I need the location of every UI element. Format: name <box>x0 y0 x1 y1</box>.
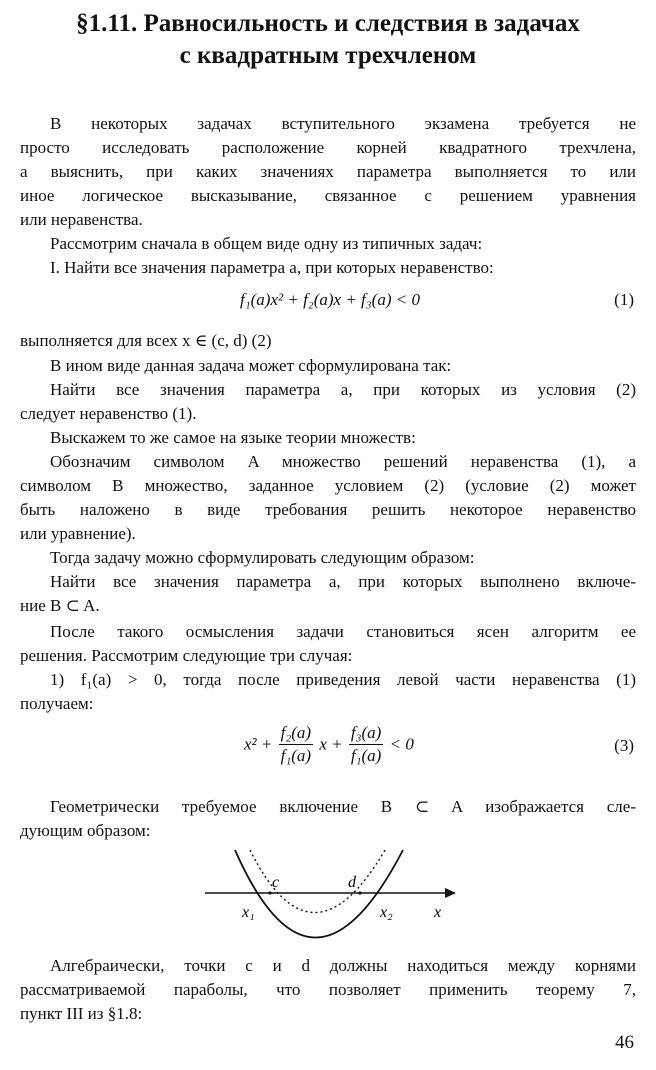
intro-line-5: или неравенства. <box>20 210 143 229</box>
intro-line-3: а выяснить, при каких значениях параметра выполняется то или <box>20 162 636 181</box>
geometric-line-2: дующим образом: <box>20 821 151 840</box>
label-d: d <box>348 874 356 891</box>
after-line-2: решения. Рассмотрим следующие три случая: <box>20 646 353 665</box>
parabola-figure <box>200 845 460 945</box>
eq3-frac2-denominator: f₁(a) <box>350 746 382 765</box>
eq3-lead: x² + <box>244 734 273 754</box>
dotted-parabola-curve <box>250 850 385 913</box>
algebraic-line-1: Алгебраически, точки c и d должны находиться между корнями <box>50 956 636 975</box>
notation-line-3: быть наложено в виде требования решить некоторое неравенство <box>20 500 636 519</box>
intro-line-2: просто исследовать расположение корней квадратного трехчлена, <box>20 138 636 157</box>
point-d-marker <box>358 891 361 894</box>
section-title <box>20 8 636 72</box>
eq3-tail: < 0 <box>389 734 414 754</box>
algebraic-line-2: рассматриваемой параболы, что позволяет применить теорему 7, <box>20 980 636 999</box>
point-c-marker <box>268 891 271 894</box>
find-inclusion-line-2: ние B ⊂ A. <box>20 596 100 615</box>
algebraic-line-3: пункт III из §1.8: <box>20 1004 143 1023</box>
task-2-line-2: следует неравенство (1). <box>20 404 197 423</box>
task-2-line-1: Найти все значения параметра a, при которых из условия (2) <box>50 380 636 399</box>
label-x2: x₂ <box>380 904 393 921</box>
eq3-middle: x + <box>319 734 343 754</box>
notation-line-4: или уравнение). <box>20 524 136 543</box>
find-inclusion-line-1: Найти все значения параметра a, при которых выполнено включе- <box>50 572 636 591</box>
x-axis-arrow-icon <box>445 888 456 898</box>
label-c: c <box>272 874 280 891</box>
section-title-line-2: с квадратным трехчленом <box>179 42 477 69</box>
eq3-fraction-1 <box>279 722 313 767</box>
intro-line-1: В некоторых задачах вступительного экзамена требуется не <box>50 114 636 133</box>
equation-3-number: (3) <box>614 736 634 755</box>
task-1-line: I. Найти все значения параметра a, при которых неравенство: <box>50 258 494 277</box>
equation-3 <box>244 722 414 767</box>
label-x: x <box>434 904 442 921</box>
page-number: 46 <box>615 1032 634 1053</box>
eq3-frac1-denominator: f₁(a) <box>280 746 312 765</box>
case-1-line-1: 1) f₁(a) > 0, тогда после приведения левой части неравенства (1) <box>50 670 636 689</box>
equation-1: f₁(a)x² + f₂(a)x + f₃(a) < 0 <box>240 290 420 309</box>
equation-1-number: (1) <box>614 290 634 309</box>
eq3-frac2-numerator: f₃(a) <box>349 722 383 745</box>
condition-line: выполняется для всех x ∈ (c, d) (2) <box>20 331 272 350</box>
other-form-line: В ином виде данная задача может сформулирована так: <box>50 356 452 375</box>
case-1-line-2: получаем: <box>20 694 94 713</box>
notation-line-1: Обозначим символом A множество решений неравенства (1), а <box>50 452 636 471</box>
geometric-line-1: Геометрически требуемое включение B ⊂ A изображается сле- <box>50 797 636 816</box>
after-line-1: После такого осмысления задачи становиться ясен алгоритм ее <box>50 622 636 641</box>
label-x1: x₁ <box>242 904 255 921</box>
eq3-frac1-numerator: f₂(a) <box>279 722 313 745</box>
notation-line-2: символом B множество, заданное условием (2) (условие (2) может <box>20 476 636 495</box>
sets-language-line: Выскажем то же самое на языке теории множеств: <box>50 428 416 447</box>
consider-line: Рассмотрим сначала в общем виде одну из типичных задач: <box>50 234 483 253</box>
then-task-line: Тогда задачу можно сформулировать следующим образом: <box>50 548 475 567</box>
section-title-line-1: §1.11. Равносильность и следствия в задачах <box>76 10 580 37</box>
intro-line-4: иное логическое высказывание, связанное с решением уравнения <box>20 186 636 205</box>
eq3-fraction-2 <box>349 722 383 767</box>
